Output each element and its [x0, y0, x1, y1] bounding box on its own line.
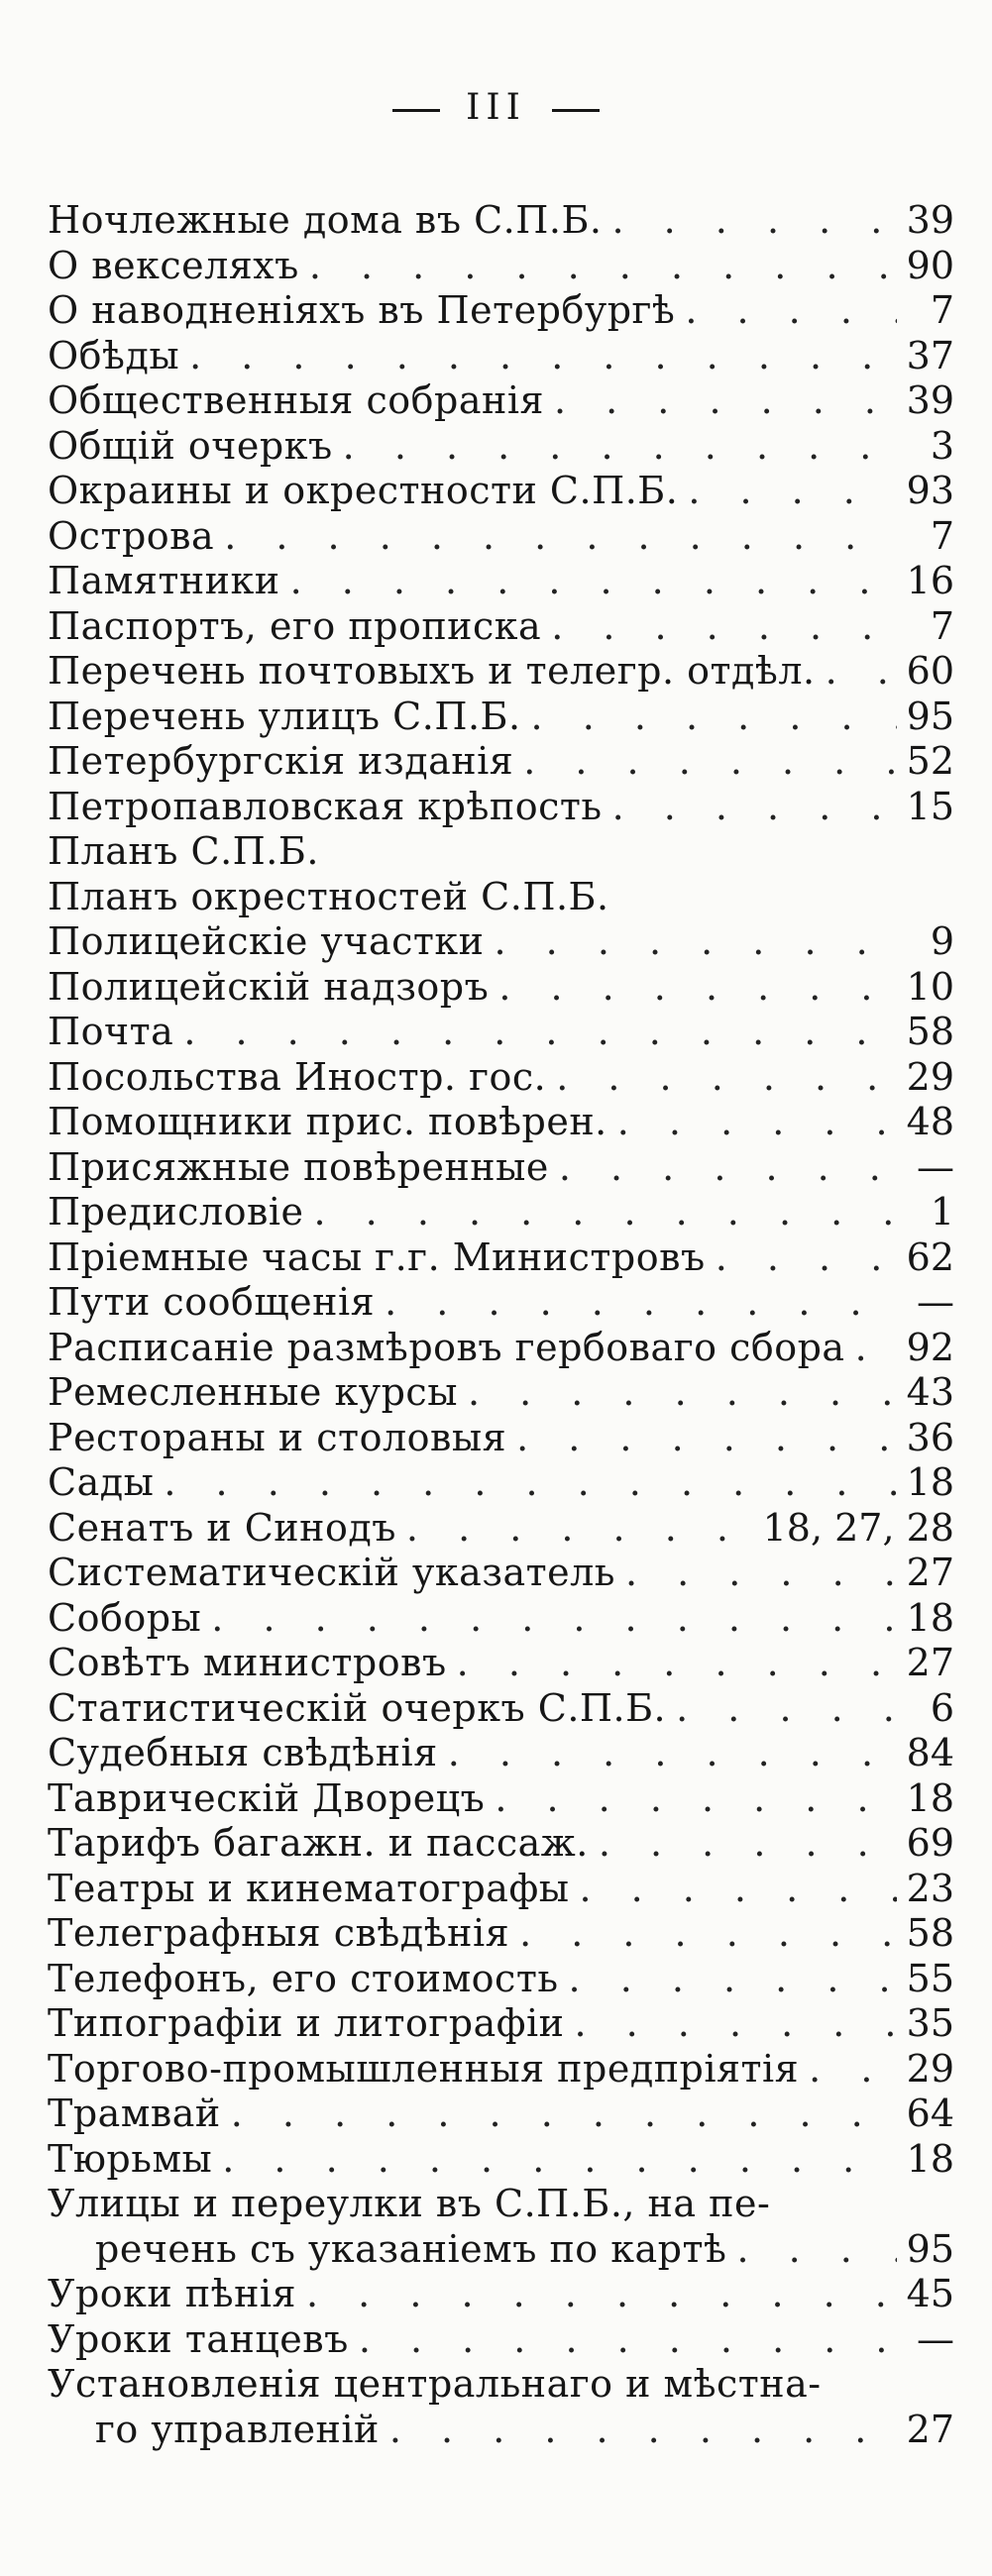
dot-leader	[579, 1867, 896, 1912]
entry-page-number: 39	[906, 378, 954, 422]
dot-leader	[222, 2137, 896, 2183]
entry-page-number: 23	[906, 1866, 954, 1910]
entry-page-number: 18	[906, 1775, 954, 1820]
entry-title: Пути сообщенiя	[48, 1280, 376, 1324]
entry-title: Петропавловская крѣпость	[48, 784, 603, 828]
dot-leader	[385, 1280, 897, 1326]
entry-title: Обѣды	[48, 333, 180, 377]
entry-title: Уроки пѣнiя	[48, 2272, 297, 2315]
dot-leader	[599, 1821, 897, 1867]
entry-title: О векселяхъ	[48, 243, 299, 287]
index-entry	[48, 1190, 954, 1235]
index-entry	[48, 1100, 954, 1145]
dot-leader	[855, 1326, 897, 1371]
entry-page-number: —	[917, 1144, 954, 1189]
index-entry	[48, 2047, 954, 2093]
entry-title: Прiемные часы г.г. Министровъ	[48, 1234, 706, 1279]
page-header	[0, 87, 992, 128]
entry-page-number: 58	[906, 1911, 954, 1955]
entry-title: Судебныя свѣдѣнiя	[48, 1731, 438, 1774]
entry-page-number: 92	[906, 1325, 954, 1369]
entry-title: Статистическiй очеркъ С.П.Б.	[48, 1685, 667, 1730]
entry-title: Типографiи и литографiи	[48, 2001, 565, 2045]
entry-title: Ночлежные дома въ С.П.Б.	[48, 198, 603, 242]
entry-title: Таврическiй Дворецъ	[48, 1775, 486, 1820]
dot-leader	[309, 244, 897, 289]
dot-leader	[625, 1551, 897, 1596]
index-entry	[48, 2272, 954, 2317]
dot-leader	[531, 695, 897, 740]
dot-leader	[468, 1370, 897, 1416]
index-entry	[48, 1911, 954, 1957]
entry-page-number: 52	[906, 739, 954, 783]
entry-title: Предисловiе	[48, 1190, 304, 1234]
dot-leader	[164, 1460, 896, 1506]
index-entry	[48, 1235, 954, 1281]
entry-title: Планъ окрестностей С.П.Б.	[48, 874, 609, 918]
entry-page-number: 60	[906, 649, 954, 693]
dot-leader	[498, 965, 896, 1011]
index-entry	[48, 1686, 954, 1732]
entry-page-number: 1	[930, 1190, 954, 1234]
entry-title: Телефонъ, его стоимость	[48, 1956, 559, 2000]
entry-title-line1: Установленiя центральнаго и мѣстна-	[48, 2362, 822, 2406]
entry-title: Ремесленные курсы	[48, 1370, 458, 1414]
entry-page-number: 29	[906, 1054, 954, 1099]
dot-leader	[516, 1416, 897, 1461]
dot-leader	[685, 288, 897, 334]
dot-leader	[523, 739, 896, 785]
entry-title: Полицейскiе участки	[48, 919, 485, 963]
dot-leader	[448, 1731, 897, 1776]
index-entry	[48, 378, 954, 424]
dot-leader	[231, 2092, 897, 2137]
index-entry	[48, 2137, 954, 2183]
entry-page-number: 35	[906, 2001, 954, 2045]
entry-page-number: —	[917, 2316, 954, 2361]
entry-page-number: 84	[906, 1731, 954, 1774]
index-entry	[48, 1326, 954, 1371]
index-entry	[48, 1280, 954, 1326]
entry-title: Телеграфныя свѣдѣнiя	[48, 1911, 510, 1955]
index-entry	[48, 1145, 954, 1191]
index-entry	[48, 469, 954, 514]
dot-leader	[617, 1100, 897, 1145]
entry-title: Почта	[48, 1010, 174, 1053]
dot-leader	[574, 2001, 896, 2047]
entry-title: Тарифъ багажн. и пассаж.	[48, 1821, 589, 1865]
entry-page-number: 37	[906, 333, 954, 377]
entry-page-number: 9	[930, 919, 954, 963]
entry-title: Острова	[48, 513, 215, 558]
dot-leader	[306, 2272, 897, 2317]
dot-leader	[495, 919, 897, 965]
entry-page-number: 27	[906, 2407, 954, 2451]
dot-leader	[736, 2227, 896, 2273]
entry-title: Окраины и окрестности С.П.Б.	[48, 469, 679, 512]
dot-leader	[189, 334, 897, 379]
dot-leader	[826, 649, 897, 695]
entry-page-number: 18	[906, 1460, 954, 1504]
index-entry	[48, 649, 954, 695]
entry-title: Соборы	[48, 1595, 202, 1640]
dot-leader	[569, 1957, 897, 2002]
index-entry	[48, 1055, 954, 1101]
entry-page-number: 93	[906, 469, 954, 512]
entry-title: Помощники прис. повѣрен.	[48, 1100, 607, 1143]
index-entry	[48, 559, 954, 604]
index-entry	[48, 288, 954, 334]
dot-leader	[211, 1596, 896, 1642]
table-of-contents	[48, 198, 954, 2452]
index-entry	[48, 875, 954, 920]
entry-page-number: 43	[906, 1370, 954, 1414]
dot-leader	[359, 2317, 897, 2363]
entry-title: Присяжные повѣренные	[48, 1144, 549, 1189]
dot-leader	[290, 559, 897, 604]
index-entry	[48, 1416, 954, 1461]
entry-page-number: —	[917, 1280, 954, 1324]
index-entry	[48, 2092, 954, 2137]
entry-title: Расписанiе размѣровъ гербоваго сбора	[48, 1325, 845, 1369]
index-entry	[48, 829, 954, 875]
entry-title: Рестораны и столовыя	[48, 1415, 507, 1459]
entry-title: Паспортъ, его прописка	[48, 603, 542, 648]
entry-title: Перечень почтовыхъ и телегр. отдѣл.	[48, 649, 816, 693]
entry-page-number: 18	[906, 2136, 954, 2181]
entry-page-number: 16	[906, 559, 954, 602]
entry-title: Уроки танцевъ	[48, 2316, 349, 2361]
entry-page-number: 18, 27, 28	[762, 1505, 954, 1550]
dot-leader	[559, 1145, 897, 1191]
entry-title: Совѣтъ министровъ	[48, 1641, 447, 1684]
entry-page-number: 95	[906, 2226, 954, 2271]
index-entry	[48, 514, 954, 560]
entry-title: Трамвай	[48, 2092, 221, 2135]
entry-title: О наводненiяхъ въ Петербургѣ	[48, 288, 676, 332]
index-entry	[48, 1506, 954, 1552]
index-entry	[48, 424, 954, 470]
entry-page-number: 90	[906, 243, 954, 287]
index-entry	[48, 1957, 954, 2002]
entry-page-number: 10	[906, 964, 954, 1009]
entry-title: Сенатъ и Синодъ	[48, 1505, 396, 1550]
dot-leader	[183, 1010, 896, 1055]
entry-page-number: 3	[930, 423, 954, 468]
entry-page-number: 55	[906, 1956, 954, 2000]
entry-title: Посольства Иностр. гос.	[48, 1054, 547, 1099]
entry-page-number: 48	[906, 1100, 954, 1143]
dot-leader	[389, 2408, 897, 2453]
dot-leader	[343, 424, 897, 470]
entry-title-line2-row	[48, 2227, 954, 2273]
entry-page-number: 29	[906, 2046, 954, 2091]
index-entry	[48, 919, 954, 965]
entry-page-number: 45	[906, 2272, 954, 2315]
entry-page-number: 58	[906, 1010, 954, 1053]
entry-title: Сады	[48, 1460, 155, 1504]
entry-page-number: 62	[906, 1234, 954, 1279]
entry-page-number: 6	[930, 1685, 954, 1730]
entry-title: Театры и кинематографы	[48, 1866, 570, 1910]
entry-page-number: 7	[930, 513, 954, 558]
header-dash-left	[392, 109, 440, 112]
dot-leader	[495, 1776, 896, 1822]
entry-page-number: 39	[906, 198, 954, 242]
index-entry	[48, 785, 954, 830]
entry-title: Памятники	[48, 559, 280, 602]
index-entry	[48, 604, 954, 650]
index-entry	[48, 1867, 954, 1912]
index-entry	[48, 1731, 954, 1776]
index-entry	[48, 1010, 954, 1055]
index-entry	[48, 1776, 954, 1822]
dot-leader	[554, 378, 897, 424]
index-entry	[48, 1370, 954, 1416]
index-entry	[48, 1551, 954, 1596]
entry-page-number: 64	[906, 2092, 954, 2135]
entry-title: Планъ С.П.Б.	[48, 829, 319, 873]
entry-title: Петербургскiя изданiя	[48, 739, 514, 783]
entry-page-number: 7	[930, 603, 954, 648]
index-entry	[48, 1460, 954, 1506]
page-number-roman: III	[466, 87, 526, 128]
header-dash-right	[552, 109, 600, 112]
index-entry	[48, 198, 954, 244]
index-entry	[48, 739, 954, 785]
dot-leader	[457, 1641, 897, 1686]
entry-page-number: 95	[906, 694, 954, 738]
entry-title-line2-row	[48, 2408, 954, 2453]
entry-page-number: 7	[930, 288, 954, 332]
entry-page-number: 36	[906, 1415, 954, 1459]
index-entry	[48, 1821, 954, 1867]
index-entry	[48, 334, 954, 379]
entry-title: Общественныя собранiя	[48, 378, 544, 422]
index-entry-multiline	[48, 2182, 954, 2272]
index-entry	[48, 965, 954, 1011]
entry-page-number: 27	[906, 1551, 954, 1594]
entry-title: Систематическiй указатель	[48, 1551, 615, 1594]
entry-title-line2: го управленiй	[95, 2407, 380, 2451]
entry-title: Полицейскiй надзоръ	[48, 964, 490, 1009]
index-entry	[48, 1641, 954, 1686]
index-entry	[48, 1596, 954, 1642]
index-entry	[48, 2317, 954, 2363]
dot-leader	[688, 469, 896, 514]
dot-leader	[519, 1911, 897, 1957]
entry-title: Торгово-промышленныя предпрiятiя	[48, 2046, 800, 2091]
dot-leader	[314, 1190, 897, 1235]
entry-page-number: 15	[906, 784, 954, 828]
dot-leader	[809, 2047, 896, 2093]
index-entry-multiline	[48, 2362, 954, 2452]
entry-page-number: 69	[906, 1821, 954, 1865]
entry-title-line1: Улицы и переулки въ С.П.Б., на пе-	[48, 2182, 771, 2225]
entry-page-number: 18	[906, 1595, 954, 1640]
entry-title: Общiй очеркъ	[48, 423, 333, 468]
dot-leader	[611, 198, 896, 244]
dot-leader	[551, 604, 897, 650]
dot-leader	[406, 1506, 753, 1552]
entry-title: Тюрьмы	[48, 2136, 213, 2181]
entry-title: Перечень улицъ С.П.Б.	[48, 694, 521, 738]
index-entry	[48, 2001, 954, 2047]
dot-leader	[716, 1235, 897, 1281]
entry-page-number: 27	[906, 1641, 954, 1684]
index-entry	[48, 244, 954, 289]
dot-leader	[224, 514, 897, 560]
dot-leader	[556, 1055, 896, 1101]
index-entry	[48, 695, 954, 740]
dot-leader	[612, 785, 897, 830]
entry-title-line2: речень съ указанiемъ по картѣ	[95, 2226, 727, 2271]
dot-leader	[676, 1686, 897, 1732]
